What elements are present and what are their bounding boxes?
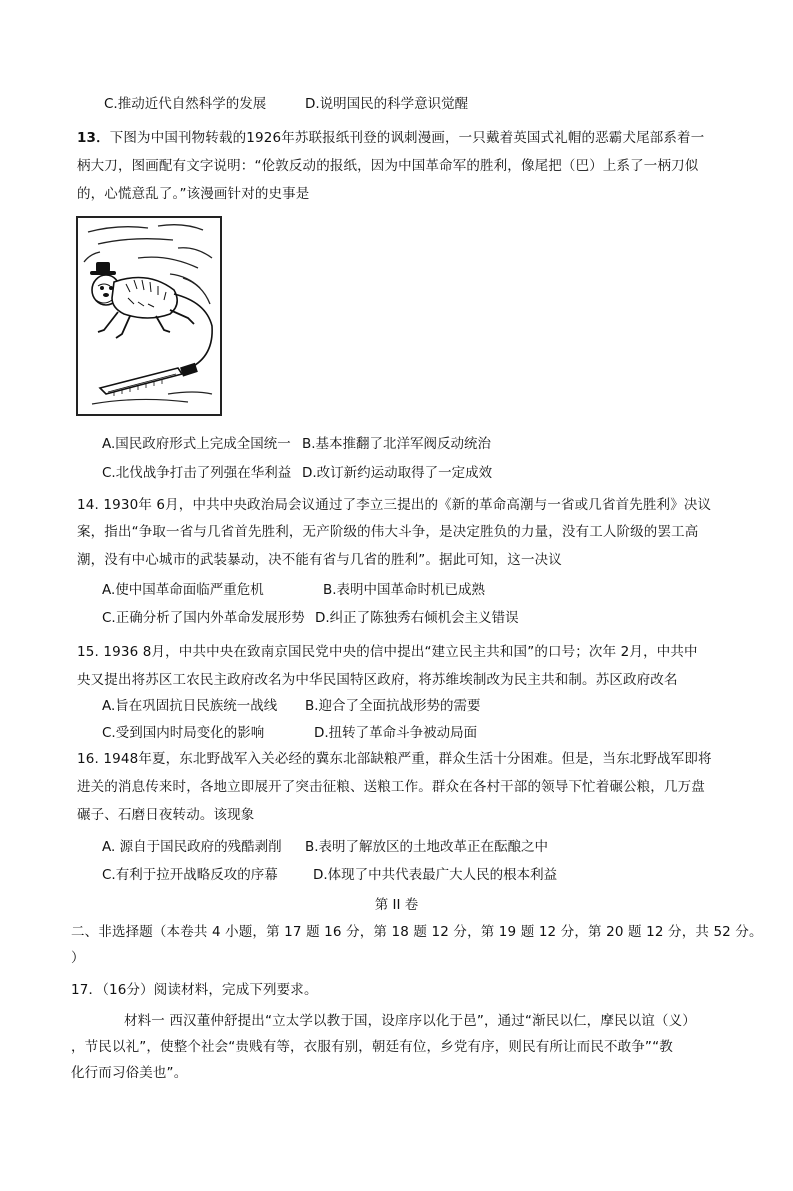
section-2-header-line-2: ）: [71, 950, 85, 966]
q17-material-line-3: 化行而习俗美也”。: [71, 1065, 188, 1081]
q16-option-a: A. 源自于国民政府的残酷剥削: [102, 839, 282, 855]
q15-stem-line-2: 央又提出将苏区工农民主政府改名为中华民国特区政府，将苏维埃制改为民主共和制。苏区政府改名: [77, 672, 678, 688]
q16-option-c: C.有利于拉开战略反攻的序幕: [102, 867, 278, 883]
q14-option-b: B.表明中国革命时机已成熟: [323, 582, 486, 598]
q13-stem-line-2: 柄大刀，图画配有文字说明：“伦敦反动的报纸，因为中国革命军的胜利，像尾把（巴）上系了一柄刀似: [77, 158, 699, 174]
q16-stem-line-1: 16. 1948年夏，东北野战军入关必经的冀东北部缺粮严重，群众生活十分困难。但是，当东北野战军即将: [77, 751, 712, 767]
q14-option-a: A.使中国革命面临严重危机: [102, 582, 264, 598]
q16-stem-line-3: 碾子、石磨日夜转动。该现象: [77, 807, 255, 823]
q13-option-b: B.基本推翻了北洋军阀反动统治: [302, 436, 492, 452]
q16-option-b: B.表明了解放区的土地改革正在酝酿之中: [305, 839, 549, 855]
q12-option-d: D.说明国民的科学意识觉醒: [305, 96, 469, 112]
q16-stem-line-2: 进关的消息传来时，各地立即展开了突击征粮、送粮工作。群众在各村干部的领导下忙着碾公粮，几万盘: [77, 779, 705, 795]
q14-stem-line-3: 潮，没有中心城市的武装暴动，决不能有省与几省的胜利”。据此可知，这一决议: [77, 552, 562, 568]
q13-stem-line-1: [77, 128, 704, 148]
q16-option-d: D.体现了中共代表最广大人民的根本利益: [313, 867, 558, 883]
q15-option-b: B.迎合了全面抗战形势的需要: [305, 698, 481, 714]
q13-option-d: D.改订新约运动取得了一定成效: [302, 465, 493, 481]
q13-stem-line-3: 的，心慌意乱了。”该漫画针对的史事是: [77, 186, 310, 202]
q17-material-line-1: 材料一 西汉董仲舒提出“立太学以教于国，设庠序以化于邑”，通过“渐民以仁，摩民以谊（义）: [124, 1013, 696, 1029]
q13-option-a: A.国民政府形式上完成全国统一: [102, 436, 291, 452]
q17-material-line-2: ，节民以礼”，使整个社会“贵贱有等，衣服有别，朝廷有位，乡党有序，则民有所让而民不敢争”“教: [71, 1039, 673, 1055]
q13-cartoon-image: [76, 216, 222, 416]
q14-stem-line-2: 案，指出“争取一省与几省首先胜利，无产阶级的伟大斗争，是决定胜负的力量，没有工人阶级的罢工高: [77, 524, 699, 540]
section-2-title: 第 II 卷: [374, 897, 419, 913]
cartoon-drawing: [78, 218, 220, 414]
q13-stem-text: 下图为中国刊物转载的1926年苏联报纸刊登的讽刺漫画，一只戴着英国式礼帽的恶霸犬尾部系着一: [109, 130, 705, 146]
q14-option-c: C.正确分析了国内外革命发展形势: [102, 610, 305, 626]
q14-stem-line-1: 14. 1930年 6月，中共中央政治局会议通过了李立三提出的《新的革命高潮与一省或几省首先胜利》决议: [77, 497, 712, 513]
q15-option-c: C.受到国内时局变化的影响: [102, 725, 265, 741]
q14-option-d: D.纠正了陈独秀右倾机会主义错误: [315, 610, 519, 626]
q13-number: 13．: [77, 130, 110, 146]
q15-option-a: A.旨在巩固抗日民族统一战线: [102, 698, 278, 714]
q17-intro: 17．（16分）阅读材料，完成下列要求。: [71, 982, 318, 998]
q13-option-c: C.北伐战争打击了列强在华利益: [102, 465, 292, 481]
section-2-header-line-1: 二、非选择题（本卷共 4 小题，第 17 题 16 分，第 18 题 12 分，第 19 题 12 分，第 20 题 12 分，共 52 分。: [71, 924, 763, 940]
q15-stem-line-1: 15. 1936 8月，中共中央在致南京国民党中央的信中提出“建立民主共和国”的口号；次年 2月，中共中: [77, 644, 698, 660]
q12-option-c: C.推动近代自然科学的发展: [104, 96, 267, 112]
q15-option-d: D.扭转了革命斗争被动局面: [314, 725, 478, 741]
